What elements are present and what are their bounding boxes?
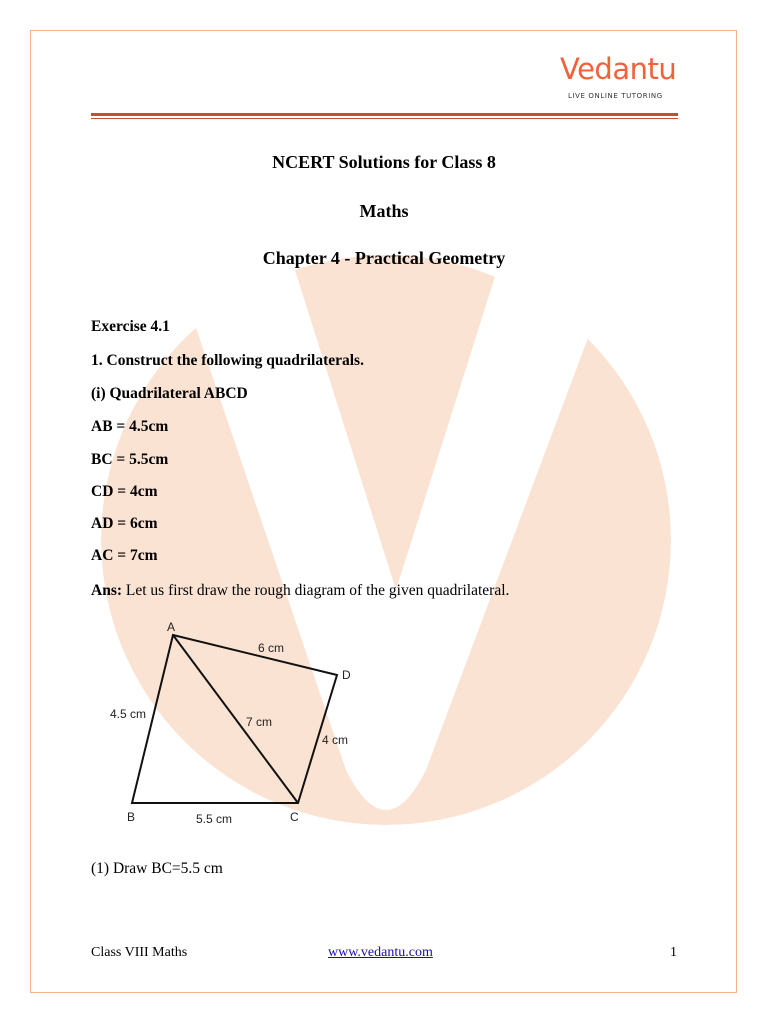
measure-bc: BC = 5.5cm — [91, 451, 169, 468]
edge-cd-label: 4 cm — [322, 733, 349, 747]
answer-text: Let us first draw the rough diagram of the given quadrilateral. — [122, 582, 510, 599]
edge-ac-label: 7 cm — [246, 715, 273, 729]
document-title: NCERT Solutions for Class 8 — [272, 152, 496, 172]
measure-cd: CD = 4cm — [91, 483, 158, 500]
exercise-heading: Exercise 4.1 — [91, 318, 170, 335]
answer-line — [91, 582, 509, 600]
question-text: 1. Construct the following quadrilaterals. — [91, 352, 364, 369]
subject-title: Maths — [359, 201, 409, 221]
measure-ab: AB = 4.5cm — [91, 418, 169, 435]
header-rule-thin — [91, 118, 678, 119]
edge-bc-label: 5.5 cm — [196, 812, 233, 826]
vertex-b-label: B — [127, 810, 136, 824]
vedantu-logo — [560, 52, 685, 102]
header-rule — [91, 113, 678, 116]
logo-wordmark: Vedantu — [560, 52, 677, 86]
edge-ad-label: 6 cm — [258, 641, 285, 655]
vertex-a-label: A — [167, 620, 176, 634]
measure-ac: AC = 7cm — [91, 547, 158, 564]
quadrilateral-diagram — [100, 615, 370, 830]
answer-label: Ans: — [91, 582, 123, 599]
measure-ad: AD = 6cm — [91, 515, 158, 532]
edge-ab-label: 4.5 cm — [110, 707, 147, 721]
question-part: (i) Quadrilateral ABCD — [91, 385, 248, 402]
vertex-c-label: C — [290, 810, 299, 824]
logo-tagline: LIVE ONLINE TUTORING — [568, 92, 663, 100]
chapter-title: Chapter 4 - Practical Geometry — [262, 248, 506, 268]
vertex-d-label: D — [342, 668, 351, 682]
footer-website-link[interactable]: www.vedantu.com — [328, 945, 433, 960]
step-1: (1) Draw BC=5.5 cm — [91, 860, 223, 877]
footer-class-label: Class VIII Maths — [91, 945, 188, 960]
page-number: 1 — [670, 945, 677, 960]
